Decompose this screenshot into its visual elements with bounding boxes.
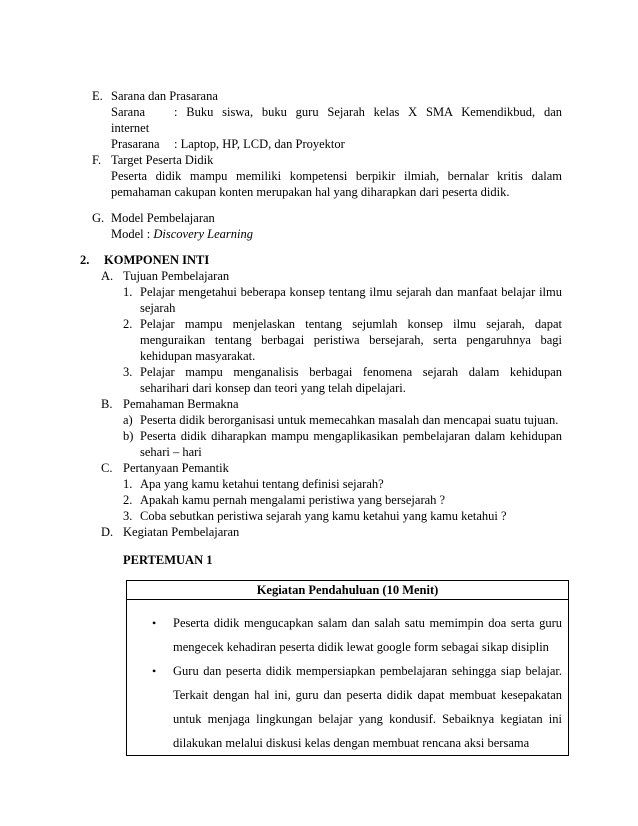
- table-body: [127, 600, 569, 756]
- section-f-line-2: pemahaman cakupan konten merupakan hal yang diharapkan dari peserta didik.: [111, 185, 510, 199]
- model-prefix: Model :: [111, 227, 154, 241]
- section-e-title: Sarana dan Prasarana: [111, 89, 218, 103]
- prasarana-value: : Laptop, HP, LCD, dan Proyektor: [174, 137, 345, 151]
- model-line: [111, 226, 253, 242]
- pemahaman-b-line-2: sehari – hari: [140, 445, 202, 459]
- bullet-1-line-1: Peserta didik mengucapkan salam dan salah satu memimpin doa serta guru: [173, 616, 562, 630]
- sarana-value: : Buku siswa, buku guru Sejarah kelas X SMA Kemendikbud, dan: [174, 105, 562, 119]
- sarana-label: Sarana: [111, 105, 146, 119]
- pemahaman-a-num: a): [123, 413, 133, 427]
- komponen-number: 2.: [80, 253, 90, 267]
- section-d-letter: D.: [101, 525, 114, 539]
- tujuan-1-line-2: sejarah: [140, 301, 176, 315]
- section-a-title: Tujuan Pembelajaran: [123, 269, 230, 283]
- pemantik-2-num: 2.: [123, 493, 133, 507]
- section-f-line-1: Peserta didik mampu memiliki kompetensi berpikir ilmiah, bernalar kritis dalam: [111, 169, 562, 183]
- section-e-letter: E.: [92, 89, 103, 103]
- tujuan-1-num: 1.: [123, 285, 133, 299]
- section-d-title: Kegiatan Pembelajaran: [123, 525, 240, 539]
- section-c-letter: C.: [101, 461, 113, 475]
- tujuan-3-line-2: seharihari dari konsep dan teori yang telah dipelajari.: [140, 381, 406, 395]
- tujuan-2-line-2: menguraikan tentang berbagai peristiwa bersejarah, serta pengaruhnya bagi: [140, 333, 562, 347]
- tujuan-2-num: 2.: [123, 317, 133, 331]
- section-f-letter: F.: [92, 153, 102, 167]
- bullet-2-line-1: Guru dan peserta didik mempersiapkan pembelajaran sehingga siap belajar.: [173, 664, 562, 678]
- bullet-2-line-2: Terkait dengan hal ini, guru dan peserta didik dapat membuat kesepakatan: [173, 688, 562, 702]
- tujuan-2-line-1: Pelajar mampu menjelaskan tentang sejumlah konsep ilmu sejarah, dapat: [140, 317, 562, 331]
- section-b-letter: B.: [101, 397, 113, 411]
- section-g-title: Model Pembelajaran: [111, 211, 215, 225]
- tujuan-3-num: 3.: [123, 365, 133, 379]
- section-f-title: Target Peserta Didik: [111, 153, 214, 167]
- pemantik-3-num: 3.: [123, 509, 133, 523]
- bullet-icon: •: [152, 664, 157, 678]
- sarana-continuation: internet: [111, 121, 150, 135]
- section-a-letter: A.: [101, 269, 114, 283]
- pertemuan-heading: PERTEMUAN 1: [123, 553, 213, 567]
- tujuan-3-line-1: Pelajar mampu menganalisis berbagai fenomena sejarah dalam kehidupan: [140, 365, 562, 379]
- section-c-title: Pertanyaan Pemantik: [123, 461, 229, 475]
- bullet-2-line-3: untuk menjaga lingkungan belajar yang kondusif. Sebaiknya kegiatan ini: [173, 712, 562, 726]
- prasarana-label: Prasarana: [111, 137, 160, 151]
- section-g-letter: G.: [92, 211, 105, 225]
- pemantik-3-text: Coba sebutkan peristiwa sejarah yang kamu ketahui yang kamu ketahui ?: [140, 509, 507, 523]
- kegiatan-pendahuluan-table: [126, 580, 569, 756]
- bullet-1-line-2: mengecek kehadiran peserta didik lewat google form sebagai sikap disiplin: [173, 640, 549, 654]
- tujuan-1-line-1: Pelajar mengetahui beberapa konsep tentang ilmu sejarah dan manfaat belajar ilmu: [140, 285, 562, 299]
- table-header: Kegiatan Pendahuluan (10 Menit): [127, 581, 569, 600]
- pemantik-2-text: Apakah kamu pernah mengalami peristiwa yang bersejarah ?: [140, 493, 446, 507]
- model-value: Discovery Learning: [153, 227, 253, 241]
- komponen-title: KOMPONEN INTI: [104, 253, 210, 267]
- bullet-2-line-4: dilakukan melalui diskusi kelas dengan membuat rencana aksi bersama: [173, 736, 530, 750]
- pemantik-1-num: 1.: [123, 477, 133, 491]
- pemantik-1-text: Apa yang kamu ketahui tentang definisi sejarah?: [140, 477, 384, 491]
- pemahaman-b-line-1: Peserta didik diharapkan mampu mengaplikasikan pembelajaran dalam kehidupan: [140, 429, 562, 443]
- pemahaman-b-num: b): [123, 429, 134, 443]
- section-b-title: Pemahaman Bermakna: [123, 397, 239, 411]
- bullet-icon: •: [152, 616, 157, 630]
- tujuan-2-line-3: kehidupan masyarakat.: [140, 349, 256, 363]
- pemahaman-a-line-1: Peserta didik berorganisasi untuk memecahkan masalah dan mencapai suatu tujuan.: [140, 413, 559, 427]
